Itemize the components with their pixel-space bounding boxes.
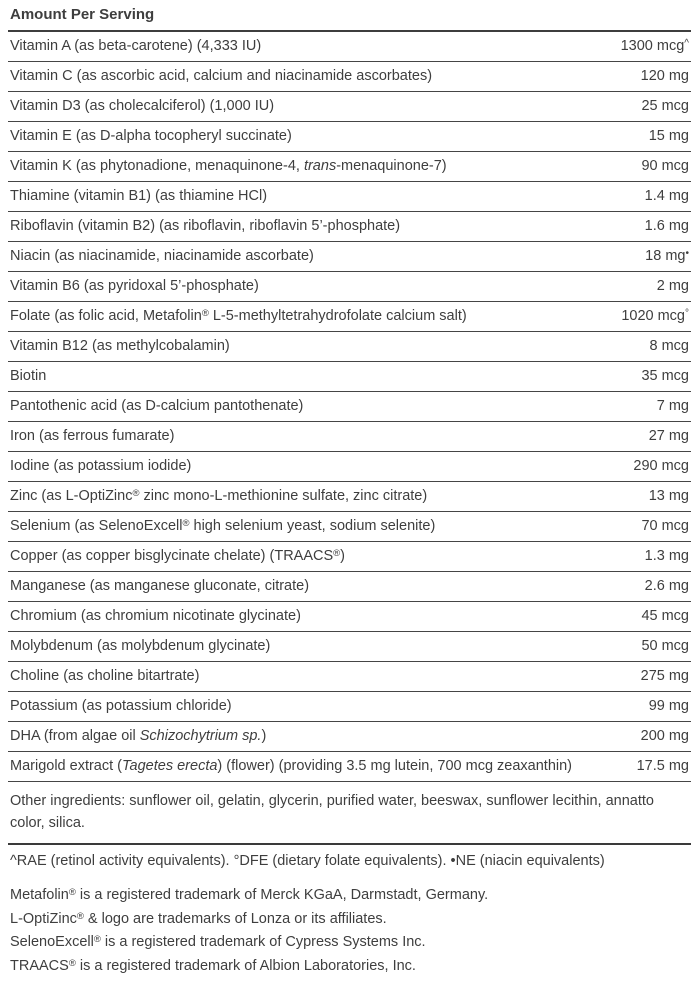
table-row (8, 722, 691, 752)
ingredient-amount: 200 mg (640, 728, 689, 744)
table-row (8, 452, 691, 482)
table-row (8, 122, 691, 152)
table-row (8, 392, 691, 422)
ingredient-amount: 7 mg (656, 398, 689, 414)
ingredient-amount: 45 mcg (641, 608, 689, 624)
ingredient-name: Iron (as ferrous fumarate) (10, 428, 175, 444)
ingredient-name: DHA (from algae oil Schizochytrium sp.) (10, 728, 267, 744)
footnote-equivalents-text: ^RAE (retinol activity equivalents). °DFE (dietary folate equivalents). •NE (niacin equivalents) (10, 853, 605, 869)
table-row (8, 542, 691, 572)
ingredient-name: Biotin (10, 368, 47, 384)
ingredient-amount: 50 mcg (641, 638, 689, 654)
ingredient-name: Thiamine (vitamin B1) (as thiamine HCl) (10, 188, 268, 204)
ingredient-amount: 1.3 mg (644, 548, 689, 564)
ingredient-amount: 18 mg• (645, 248, 689, 264)
ingredient-amount: 17.5 mg (636, 758, 689, 774)
ingredient-name: Chromium (as chromium nicotinate glycinate) (10, 608, 301, 624)
ingredient-amount: 275 mg (640, 668, 689, 684)
table-row (8, 242, 691, 272)
trademark-line: Metafolin® is a registered trademark of Merck KGaA, Darmstadt, Germany. (10, 887, 489, 903)
other-ingredients-text: Other ingredients: sunflower oil, gelatin, glycerin, purified water, beeswax, sunflower lecithin, annatto color, silica. (8, 782, 691, 845)
ingredient-name: Vitamin D3 (as cholecalciferol) (1,000 IU) (10, 98, 275, 114)
table-row (8, 692, 691, 722)
table-row (8, 572, 691, 602)
table-row (8, 512, 691, 542)
ingredient-amount: 1300 mcg^ (620, 38, 689, 54)
ingredient-name: Vitamin K (as phytonadione, menaquinone-4, trans-menaquinone-7) (10, 158, 447, 174)
ingredient-amount: 8 mcg (649, 338, 689, 354)
ingredient-amount: 15 mg (648, 128, 689, 144)
amount-footnote-mark: ^ (684, 38, 689, 49)
table-row (8, 482, 691, 512)
table-row (8, 62, 691, 92)
ingredient-amount: 1.6 mg (644, 218, 689, 234)
trademark-notes (8, 884, 691, 978)
ingredient-name: Marigold extract (Tagetes erecta) (flower) (providing 3.5 mg lutein, 700 mcg zeaxanthin) (10, 758, 573, 774)
amount-footnote-mark: • (685, 248, 689, 259)
table-row (8, 422, 691, 452)
ingredient-amount: 27 mg (648, 428, 689, 444)
ingredient-name: Iodine (as potassium iodide) (10, 458, 192, 474)
ingredient-amount: 1.4 mg (644, 188, 689, 204)
trademark-line: TRAACS® is a registered trademark of Albion Laboratories, Inc. (10, 957, 416, 974)
amount-footnote-mark: ° (685, 308, 689, 319)
ingredient-name: Niacin (as niacinamide, niacinamide ascorbate) (10, 248, 314, 264)
ingredient-name: Vitamin B12 (as methylcobalamin) (10, 338, 230, 354)
table-row (8, 332, 691, 362)
trademark-line: L-OptiZinc® & logo are trademarks of Lonza or its affiliates. (10, 910, 387, 927)
ingredient-name: Potassium (as potassium chloride) (10, 698, 232, 714)
table-row (8, 272, 691, 302)
table-row (8, 92, 691, 122)
amount-per-serving-heading: Amount Per Serving (8, 0, 691, 32)
ingredient-amount: 35 mcg (641, 368, 689, 384)
table-row (8, 632, 691, 662)
ingredient-amount: 2 mg (656, 278, 689, 294)
ingredient-name: Manganese (as manganese gluconate, citrate) (10, 578, 310, 594)
ingredient-amount: 25 mcg (641, 98, 689, 114)
ingredient-name: Riboflavin (vitamin B2) (as riboflavin, riboflavin 5’-phosphate) (10, 218, 401, 234)
ingredient-name: Choline (as choline bitartrate) (10, 668, 200, 684)
ingredient-amount: 90 mcg (641, 158, 689, 174)
trademark-line: SelenoExcell® is a registered trademark of Cypress Systems Inc. (10, 934, 426, 950)
table-row (8, 362, 691, 392)
ingredient-amount: 13 mg (648, 488, 689, 504)
ingredient-amount: 290 mcg (633, 458, 689, 474)
ingredient-name: Folate (as folic acid, Metafolin® L-5-methyltetrahydrofolate calcium salt) (10, 308, 467, 324)
ingredient-name: Vitamin E (as D-alpha tocopheryl succinate) (10, 128, 292, 144)
ingredient-name: Selenium (as SelenoExcell® high selenium yeast, sodium selenite) (10, 518, 436, 534)
ingredient-amount: 1020 mcg° (621, 308, 689, 324)
table-row (8, 662, 691, 692)
ingredient-name: Vitamin C (as ascorbic acid, calcium and niacinamide ascorbates) (10, 68, 433, 84)
ingredient-amount: 99 mg (648, 698, 689, 714)
ingredient-name: Vitamin B6 (as pyridoxal 5’-phosphate) (10, 278, 259, 294)
table-row (8, 152, 691, 182)
table-row (8, 752, 691, 782)
table-row (8, 602, 691, 632)
table-row (8, 302, 691, 332)
ingredient-name: Pantothenic acid (as D-calcium pantothenate) (10, 398, 304, 414)
ingredient-amount: 70 mcg (641, 518, 689, 534)
ingredient-amount: 2.6 mg (644, 578, 689, 594)
table-row (8, 212, 691, 242)
ingredient-name: Molybdenum (as molybdenum glycinate) (10, 638, 271, 654)
table-row (8, 182, 691, 212)
ingredient-amount: 120 mg (640, 68, 689, 84)
ingredient-name: Zinc (as L-OptiZinc® zinc mono-L-methionine sulfate, zinc citrate) (10, 488, 428, 504)
ingredient-name: Copper (as copper bisglycinate chelate) (TRAACS®) (10, 548, 346, 564)
table-row (8, 32, 691, 62)
ingredient-name: Vitamin A (as beta-carotene) (4,333 IU) (10, 38, 262, 54)
supplement-table (8, 32, 691, 782)
